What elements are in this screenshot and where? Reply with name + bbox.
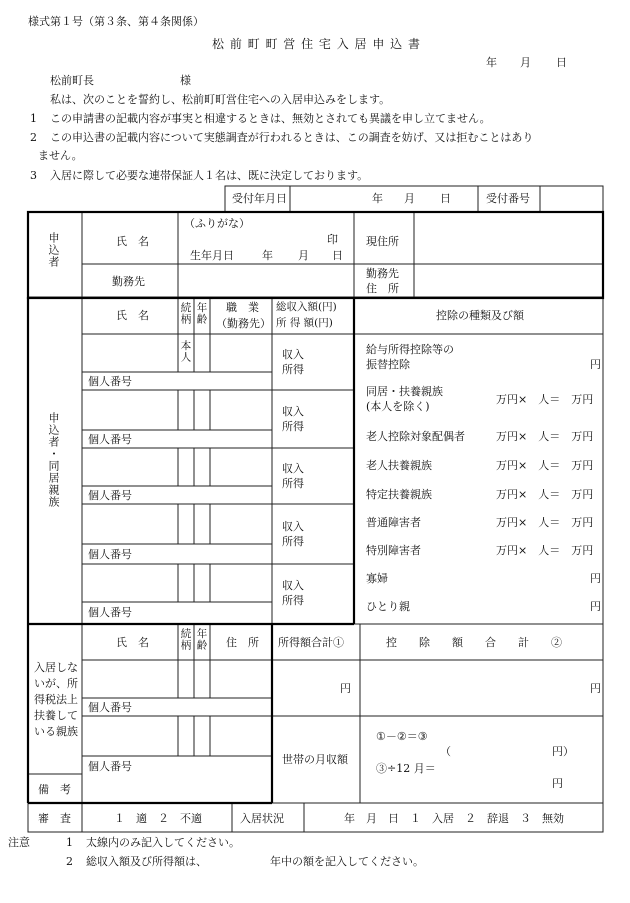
deduction-salary-label-2: 振替控除 xyxy=(366,358,410,371)
earnings-label: 所得 xyxy=(282,594,304,607)
deduction-elderly-dependents-value: 万円× 人＝ 万円 xyxy=(496,459,594,472)
work-address-label-2: 住 所 xyxy=(366,282,399,295)
dependents-label-line: 得税法上 xyxy=(34,693,78,706)
deduction-single-parent-label: ひとり親 xyxy=(366,600,410,613)
reception-date-label: 受付年月日 xyxy=(232,192,287,205)
pledge-item-1-num: 1 xyxy=(30,112,37,125)
calc-yen: 円 xyxy=(552,777,563,790)
work-label: 勤務先 xyxy=(112,275,145,288)
deduction-dependents-value: 万円× 人＝ 万円 xyxy=(496,393,594,406)
birth-label: 生年月日 xyxy=(190,249,234,262)
self-label: 本人 xyxy=(179,340,192,363)
deduction-special-disabled-label: 特別障害者 xyxy=(366,544,421,557)
note-1: 太線内のみ記入してください。 xyxy=(86,836,240,849)
personal-number-label: 個人番号 xyxy=(88,548,132,561)
date-day: 日 xyxy=(556,56,567,69)
personal-number-label: 個人番号 xyxy=(88,489,132,502)
deduction-single-parent-value: 円 xyxy=(590,600,601,613)
applicant-name-label: 氏 名 xyxy=(116,235,149,248)
deduction-widow-value: 円 xyxy=(590,572,601,585)
dependents-col-address: 住 所 xyxy=(226,636,259,649)
form-title: 松 前 町 町 営 住 宅 入 居 申 込 書 xyxy=(212,37,421,51)
income-label: 収入 xyxy=(282,579,304,592)
household-col-relation: 続柄 xyxy=(179,302,192,325)
deduction-specific-dependents-value: 万円× 人＝ 万円 xyxy=(496,488,594,501)
deduction-elderly-dependents-label: 老人扶養親族 xyxy=(366,459,432,472)
dependents-col-name: 氏 名 xyxy=(116,636,149,649)
deduction-total-label: 控 除 額 合 計 ② xyxy=(386,636,562,649)
furigana-label: （ふりがな） xyxy=(184,217,250,230)
status-label: 入居状況 xyxy=(240,812,284,825)
household-col-job-1: 職 業 xyxy=(226,301,259,314)
deduction-salary-value: 円 xyxy=(590,358,601,371)
pledge-item-3: 入居に際して必要な連帯保証人１名は、既に決定しております。 xyxy=(50,169,369,182)
earnings-label: 所得 xyxy=(282,477,304,490)
deduction-dependents-label-2: (本人を除く) xyxy=(366,400,430,413)
dependents-label-line: 入居しな xyxy=(34,661,78,674)
calc-formula-1: ①－②＝③ xyxy=(376,730,428,743)
household-col-income-1: 総収入額(円) xyxy=(276,301,337,313)
reception-day: 日 xyxy=(440,192,451,205)
remarks-label: 備 考 xyxy=(38,783,71,796)
household-col-age: 年齢 xyxy=(195,302,208,325)
deduction-special-disabled-value: 万円× 人＝ 万円 xyxy=(496,544,594,557)
pledge-item-2-num: 2 xyxy=(30,131,37,144)
review-label: 審 査 xyxy=(38,812,71,825)
personal-number-label: 個人番号 xyxy=(88,606,132,619)
calc-paren-open: （ xyxy=(440,745,451,758)
pledge-item-2: この申込書の記載内容について実態調査が行われるときは、この調査を妨げ、又は拒むことはあり xyxy=(50,131,534,144)
income-label: 収入 xyxy=(282,520,304,533)
deduction-disabled-label: 普通障害者 xyxy=(366,516,421,529)
status-options: 年 月 日 １ 入居 ２ 辞退 ３ 無効 xyxy=(344,812,564,825)
household-section-label: 申込者・同居親族 xyxy=(47,412,60,508)
pledge-item-2-cont: ません。 xyxy=(38,149,83,162)
form-number: 様式第１号（第３条、第４条関係） xyxy=(28,15,204,28)
notes-title: 注意 xyxy=(8,836,30,849)
income-label: 収入 xyxy=(282,405,304,418)
reception-year: 年 xyxy=(372,192,383,205)
reception-number-label: 受付番号 xyxy=(486,192,530,205)
income-label: 収入 xyxy=(282,462,304,475)
calc-formula-3: ③÷12 月＝ xyxy=(376,762,436,775)
deduction-elderly-spouse-label: 老人控除対象配偶者 xyxy=(366,430,465,443)
dependents-label-line: 扶養して xyxy=(34,709,78,722)
earnings-label: 所得 xyxy=(282,363,304,376)
deduction-specific-dependents-label: 特定扶養親族 xyxy=(366,488,432,501)
reception-month: 月 xyxy=(404,192,415,205)
date-year: 年 xyxy=(486,56,497,69)
date-month: 月 xyxy=(520,56,531,69)
note-1-num: 1 xyxy=(66,836,73,849)
personal-number-label: 個人番号 xyxy=(88,701,132,714)
work-address-label-1: 勤務先 xyxy=(366,267,399,280)
dependents-label-line: いる親族 xyxy=(34,725,78,738)
note-2-b: 年中の額を記入してください。 xyxy=(270,855,424,868)
deduction-dependents-label: 同居・扶養親族 xyxy=(366,385,443,398)
income-label: 収入 xyxy=(282,348,304,361)
birth-year: 年 xyxy=(262,249,273,262)
personal-number-label: 個人番号 xyxy=(88,375,132,388)
deduction-disabled-value: 万円× 人＝ 万円 xyxy=(496,516,594,529)
addressee: 松前町長 xyxy=(50,74,94,87)
seal-mark: 印 xyxy=(327,233,338,246)
income-total-yen: 円 xyxy=(340,682,351,695)
birth-month: 月 xyxy=(298,249,309,262)
dependents-label-line: いが、所 xyxy=(34,677,78,690)
household-col-income-2: 所 得 額(円) xyxy=(276,317,333,329)
household-col-name: 氏 名 xyxy=(116,309,149,322)
review-options: １ 適 ２ 不適 xyxy=(114,812,202,825)
monthly-income-label: 世帯の月収額 xyxy=(282,753,348,766)
dependents-col-relation: 続柄 xyxy=(179,628,192,651)
household-col-job-2: （勤務先） xyxy=(216,317,271,330)
address-label: 現住所 xyxy=(366,235,399,248)
applicant-section-label: 申込者 xyxy=(47,232,60,268)
pledge-item-1: この申請書の記載内容が事実と相違するときは、無効とされても異議を申し立てません。 xyxy=(50,112,491,125)
pledge-text: 私は、次のことを誓約し、松前町町営住宅への入居申込みをします。 xyxy=(50,93,391,106)
deduction-header: 控除の種類及び額 xyxy=(436,309,524,322)
earnings-label: 所得 xyxy=(282,420,304,433)
note-2-num: 2 xyxy=(66,855,73,868)
pledge-item-3-num: 3 xyxy=(30,169,37,182)
deduction-total-yen: 円 xyxy=(590,682,601,695)
note-2-a: 総収入額及び所得額は、 xyxy=(86,855,207,868)
dependents-col-age: 年齢 xyxy=(195,628,208,651)
deduction-widow-label: 寡婦 xyxy=(366,572,388,585)
calc-paren-close: 円） xyxy=(552,745,574,758)
deduction-salary-label: 給与所得控除等の xyxy=(366,343,454,356)
personal-number-label: 個人番号 xyxy=(88,433,132,446)
honorific: 様 xyxy=(180,74,191,87)
deduction-elderly-spouse-value: 万円× 人＝ 万円 xyxy=(496,430,594,443)
personal-number-label: 個人番号 xyxy=(88,760,132,773)
earnings-label: 所得 xyxy=(282,535,304,548)
income-total-label: 所得額合計① xyxy=(278,636,344,649)
birth-day: 日 xyxy=(332,249,343,262)
